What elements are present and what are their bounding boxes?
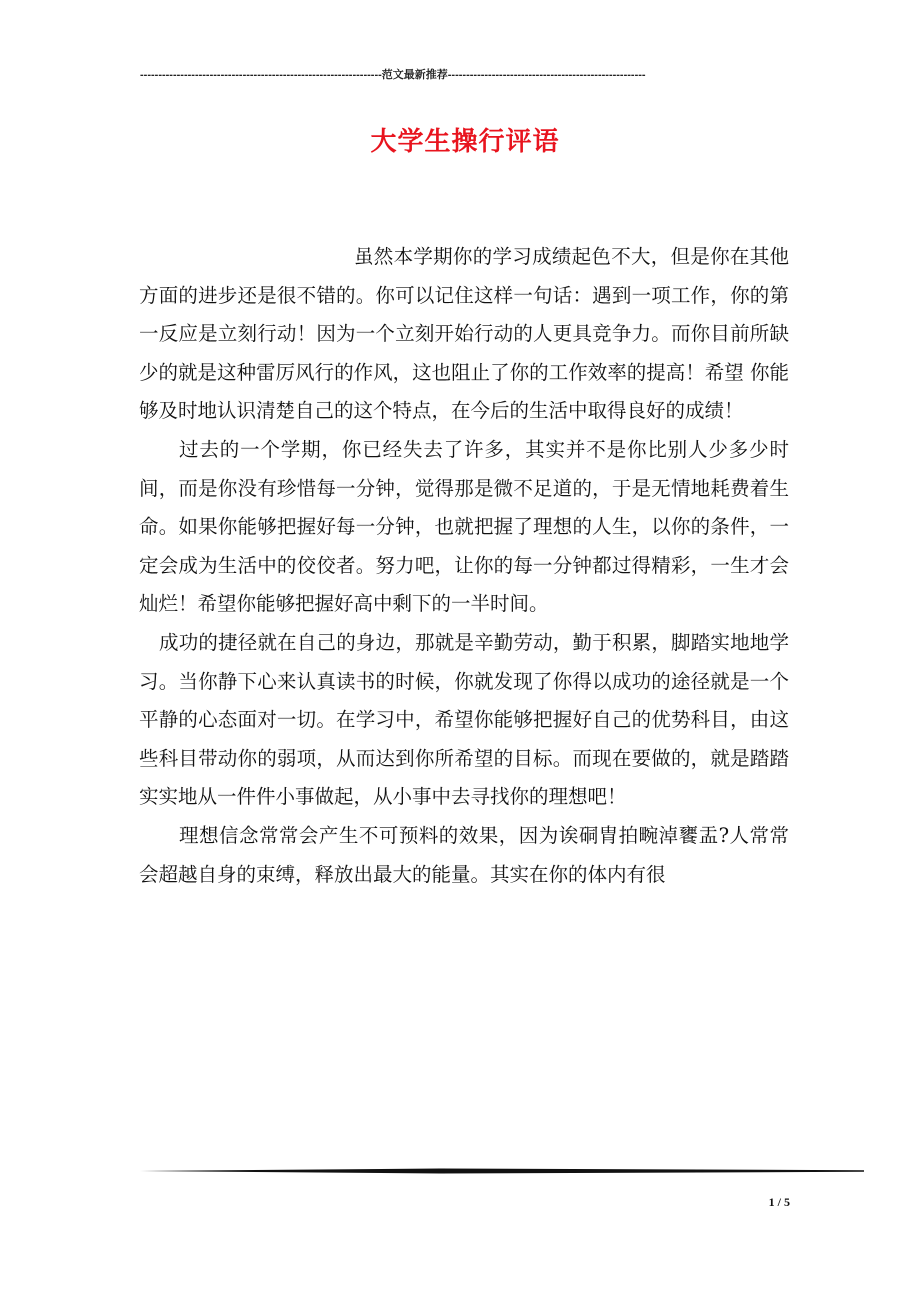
paragraph-4: 理想信念常常会产生不可预料的效果，因为诶硐胄拍畹淖饔盂?人常常会超越自身的束缚，释放出最大的能量。其实在你的体内有很 — [139, 823, 789, 886]
page-number: 1 / 5 — [768, 1195, 790, 1209]
paragraph-2: 过去的一个学期，你已经失去了许多，其实并不是你比别人少多少时间，而是你没有珍惜每一分钟，觉得那是微不足道的，于是无情地耗费着生命。如果你能够把握好每一分钟，也就把握了理想的人生，以你的条件，一定会成为生活中的佼佼者。努力吧，让你的每一分钟都过得精彩，一生才会灿烂！希望你能够把握好高中剩下的一半时间。 — [139, 437, 789, 616]
header-banner: ------------------------------------------------------------------范文最新推荐------------------------------------------------------ — [140, 69, 646, 81]
paragraph-3: 成功的捷径就在自己的身边，那就是辛勤劳动，勤于积累，脚踏实地地学习。当你静下心来认真读书的时候，你就发现了你得以成功的途径就是一个平静的心态面对一切。在学习中，希望你能够把握好自己的优势科目，由这些科目带动你的弱项，从而达到你所希望的目标。而现在要做的，就是踏踏实实地从一件件小事做起，从小事中去寻找你的理想吧！ — [139, 630, 789, 809]
paragraph-1: 虽然本学期你的学习成绩起色不大，但是你在其他方面的进步还是很不错的。你可以记住这样一句话：遇到一项工作，你的第一反应是立刻行动！因为一个立刻开始行动的人更具竞争力。而你目前所缺少的就是这种雷厉风行的作风，这也阻止了你的工作效率的提高！希望 你能够及时地认识清楚自己的这个特点，在今后的生活中取得良好的成绩！ — [139, 245, 789, 423]
footer-divider — [140, 1168, 864, 1174]
document-body — [139, 238, 789, 894]
document-title: 大学生操行评语 — [370, 127, 560, 157]
